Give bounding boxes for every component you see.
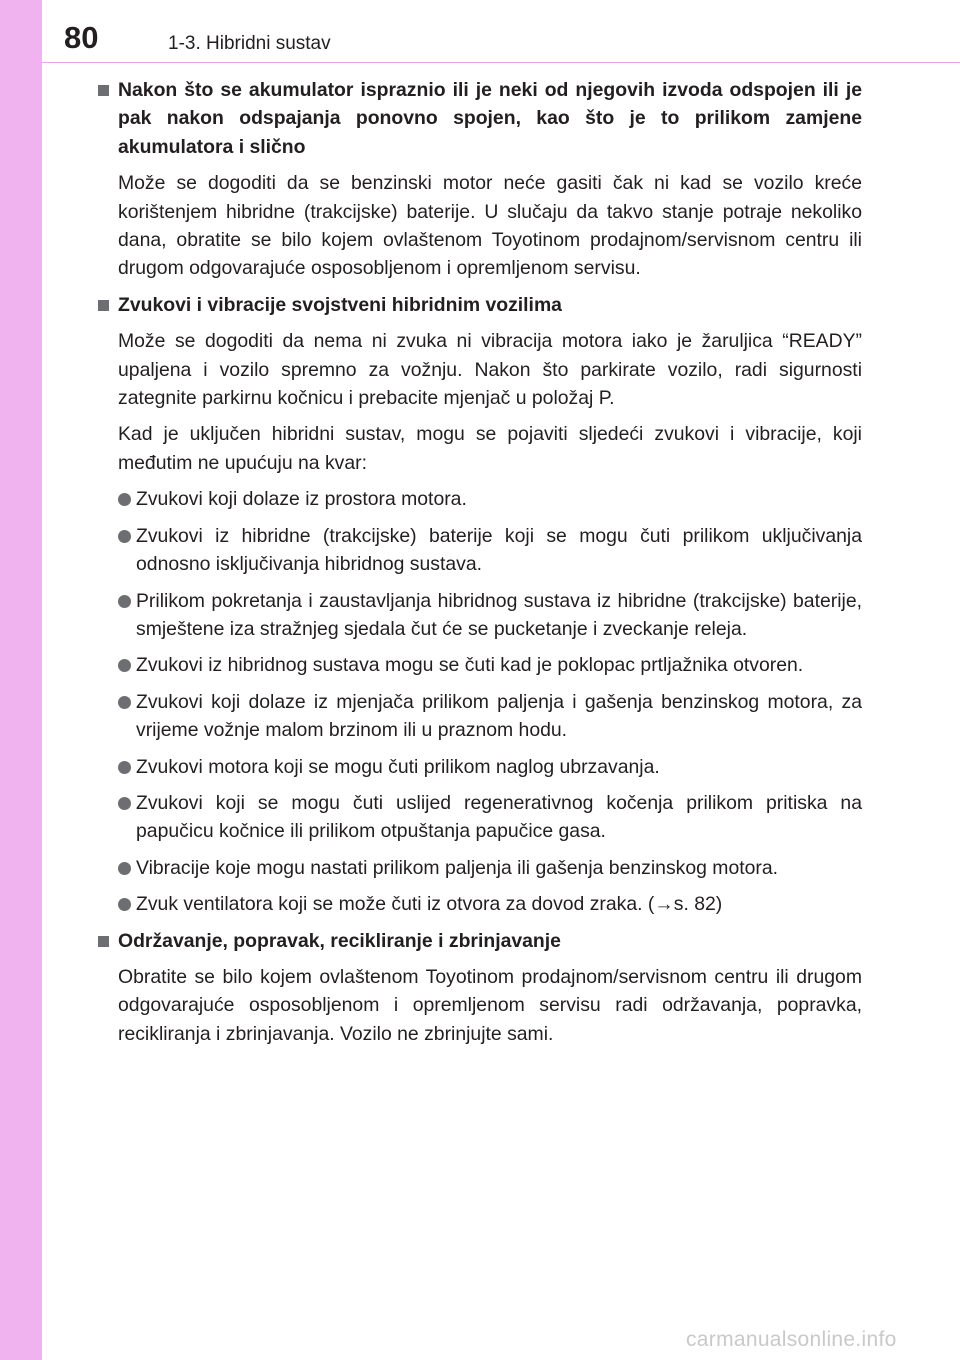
section-maintenance	[94, 927, 862, 1049]
list-item	[94, 890, 862, 918]
list-item	[94, 688, 862, 745]
circle-bullet-icon	[118, 659, 131, 672]
list-item-text: Vibracije koje mogu nastati prilikom paljenja ili gašenja benzinskog motora.	[136, 856, 779, 879]
section-heading	[94, 76, 862, 161]
list-item	[94, 753, 862, 781]
watermark-text: carmanualsonline.info	[686, 1328, 897, 1351]
circle-bullet-icon	[118, 761, 131, 774]
list-item	[94, 854, 862, 882]
section-sounds-vibrations	[94, 291, 862, 919]
section-heading	[94, 927, 862, 955]
section-battery-disconnect	[94, 76, 862, 283]
circle-bullet-icon	[118, 696, 131, 709]
section-heading-text: Održavanje, popravak, recikliranje i zbrinjavanje	[118, 929, 561, 952]
circle-bullet-icon	[118, 530, 131, 543]
paragraph: Može se dogoditi da nema ni zvuka ni vibracija motora iako je žaruljica “READY” upaljena i vozilo spremno za vožnju. Nakon što parkirate vozilo, radi sigurnosti zategnite parkirnu kočnicu i prebacite mjenjač u položaj P.	[118, 330, 862, 410]
list-item	[94, 522, 862, 579]
list-item-text: Zvukovi koji se mogu čuti uslijed regenerativnog kočenja prilikom pritiska na papučicu kočnice ili prilikom otpuštanja papučice gasa.	[136, 791, 862, 843]
list-item	[94, 587, 862, 644]
square-bullet-icon	[98, 936, 109, 947]
list-item-text: Zvukovi koji dolaze iz prostora motora.	[136, 488, 467, 511]
list-item-text: Zvukovi iz hibridnog sustava mogu se čuti kad je poklopac prtljažnika otvoren.	[136, 654, 804, 677]
list-item-text: Zvuk ventilatora koji se može čuti iz otvora za dovod zraka. (→s. 82)	[136, 893, 723, 916]
list-item	[94, 485, 862, 513]
square-bullet-icon	[98, 85, 109, 96]
section-heading-text: Nakon što se akumulator ispraznio ili je neki od njegovih izvoda odspojen ili je pak nakon odspajanja ponovno spojen, kao što je to prilikom zamjene akumulatora i slično	[118, 79, 862, 158]
circle-bullet-icon	[118, 862, 131, 875]
list-item-text: Zvukovi koji dolaze iz mjenjača prilikom paljenja i gašenja benzinskog motora, za vrijeme vožnje malom brzinom ili u praznom hodu.	[136, 690, 862, 742]
header-divider	[42, 62, 960, 63]
list-item	[94, 651, 862, 679]
list-item-text: Zvukovi iz hibridne (trakcijske) baterije koji se mogu čuti prilikom uključivanja odnosno isključivanja hibridnog sustava.	[136, 524, 862, 576]
circle-bullet-icon	[118, 595, 131, 608]
paragraph: Kad je uključen hibridni sustav, mogu se pojaviti sljedeći zvukovi i vibracije, koji međutim ne upućuju na kvar:	[118, 423, 862, 474]
paragraph: Može se dogoditi da se benzinski motor neće gasiti čak ni kad se vozilo kreće korištenjem hibridne (trakcijske) baterije. U slučaju da takvo stanje potraje nekoliko dana, obratite se bilo kojem ovlaštenom Toyotinom prodajnom/servisnom centru ili drugom odgovarajuće osposobljenom i opremljenom servisu.	[118, 172, 862, 280]
list-item-text: Zvukovi motora koji se mogu čuti prilikom naglog ubrzavanja.	[136, 755, 660, 778]
page-content	[94, 76, 862, 1056]
section-heading	[94, 291, 862, 319]
section-heading-text: Zvukovi i vibracije svojstveni hibridnim vozilima	[118, 293, 562, 316]
circle-bullet-icon	[118, 493, 131, 506]
color-tab-sidebar	[0, 0, 42, 1360]
page-number: 80	[64, 20, 99, 55]
circle-bullet-icon	[118, 797, 131, 810]
square-bullet-icon	[98, 300, 109, 311]
circle-bullet-icon	[118, 898, 131, 911]
paragraph: Obratite se bilo kojem ovlaštenom Toyotinom prodajnom/servisnom centru ili drugom odgovarajuće osposobljenom i opremljenom servisu radi održavanja, popravka, recikliranja i zbrinjavanja. Vozilo ne zbrinjujte sami.	[118, 965, 862, 1045]
section-title: 1-3. Hibridni sustav	[168, 33, 331, 54]
list-item-text: Prilikom pokretanja i zaustavljanja hibridnog sustava iz hibridne (trakcijske) baterije, smještene iza stražnjeg sjedala čut će se pucketanje i zveckanje releja.	[136, 589, 862, 640]
list-item	[94, 789, 862, 846]
page-header	[0, 0, 960, 62]
